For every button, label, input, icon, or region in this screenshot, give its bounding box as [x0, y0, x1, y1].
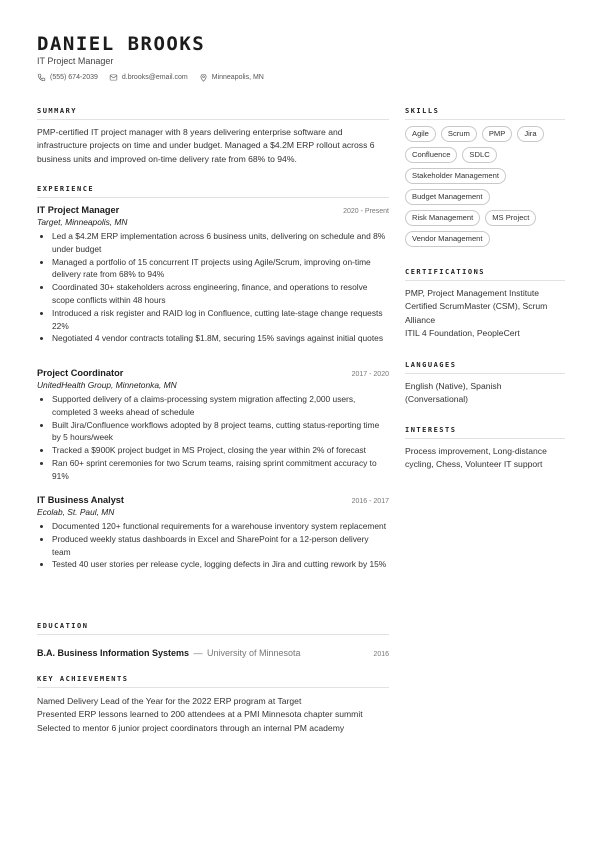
- education-heading: EDUCATION: [37, 622, 389, 635]
- skills-heading: SKILLS: [405, 107, 565, 120]
- languages-text: English (Native), Spanish (Conversational): [405, 381, 502, 405]
- skill-tag: PMP: [482, 126, 512, 142]
- languages-section: [405, 361, 565, 407]
- summary-heading: SUMMARY: [37, 107, 389, 120]
- experience-heading: EXPERIENCE: [37, 185, 389, 198]
- list-item: Selected to mentor 6 junior project coordinators through an internal PM academy: [37, 722, 345, 733]
- achievements-heading: KEY ACHIEVEMENTS: [37, 675, 389, 688]
- education-section: [37, 622, 389, 661]
- skill-tags: [405, 126, 565, 247]
- interests-section: [405, 426, 565, 472]
- location-pin-icon: [199, 73, 208, 82]
- achievements-list: [37, 695, 389, 735]
- skill-tag: Confluence: [405, 147, 457, 163]
- list-item: • Tested 40 user stories per release cycle, logging defects in Jira and cutting rework by 15%: [52, 558, 389, 571]
- list-item: • Negotiated 4 vendor contracts totaling $1.8M, securing 15% savings against initial quotes: [52, 332, 389, 345]
- edu-degree: B.A. Business Information Systems: [37, 648, 190, 658]
- list-item: • Introduced a risk register and RAID log in Confluence, cutting late-stage change requests 22%: [52, 307, 389, 333]
- list-item: Certified ScrumMaster (CSM), Scrum Alliance: [405, 301, 548, 325]
- list-item: • Coordinated 30+ stakeholders across engineering, finance, and operations to resolve scope conflicts within 48 hours: [52, 281, 389, 307]
- skill-tag: Stakeholder Management: [405, 168, 506, 184]
- education-entry: [37, 643, 389, 661]
- list-item: Presented ERP lessons learned to 200 attendees at a PMI Minnesota chapter summit: [37, 709, 363, 720]
- job-title: Project Coordinator: [37, 368, 124, 378]
- job-title: IT Project Manager: [37, 205, 120, 215]
- edu-year: 2016: [373, 651, 389, 658]
- experience-section: [37, 185, 389, 198]
- email-text: d.brooks@email.com: [121, 74, 188, 81]
- summary-section: [37, 107, 389, 166]
- skill-tag: Jira: [517, 126, 543, 142]
- job-entry: [37, 205, 389, 345]
- location-text: Minneapolis, MN: [211, 74, 264, 81]
- edu-school: University of Minnesota: [206, 648, 301, 658]
- contact-phone: [37, 73, 98, 82]
- list-item: • Produced weekly status dashboards in Excel and SharePoint for a 12-person delivery team: [52, 533, 389, 559]
- job-dates: 2020 - Present: [343, 208, 389, 215]
- job-company: Ecolab, St. Paul, MN: [37, 507, 115, 517]
- list-item: • Documented 120+ functional requirements for a warehouse inventory system replacement: [52, 520, 389, 533]
- list-item: ITIL 4 Foundation, PeopleCert: [405, 327, 520, 338]
- certifications-list: [405, 287, 565, 340]
- languages-heading: LANGUAGES: [405, 361, 565, 374]
- certifications-section: [405, 268, 565, 340]
- list-item: • Tracked a $900K project budget in MS Project, closing the year within 2% of forecast: [52, 444, 389, 457]
- summary-text: PMP-certified IT project manager with 8 years delivering enterprise software and infrastructure projects on time and under budget. Managed a $4.2M ERP rollout across 6 business units and improved on-time delivery rate from 68% to 94%.: [37, 127, 375, 164]
- contact-email: [109, 73, 188, 82]
- list-item: PMP, Project Management Institute: [405, 288, 540, 298]
- achievements-section: [37, 675, 389, 735]
- job-bullets: [37, 520, 389, 571]
- job-bullets: [37, 393, 389, 483]
- phone-icon: [37, 73, 46, 82]
- job-dates: 2017 - 2020: [351, 371, 389, 378]
- edu-separator: —: [193, 648, 203, 658]
- interests-heading: INTERESTS: [405, 426, 565, 439]
- certifications-heading: CERTIFICATIONS: [405, 268, 565, 281]
- candidate-title: IT Project Manager: [37, 56, 114, 66]
- list-item: Named Delivery Lead of the Year for the 2022 ERP program at Target: [37, 696, 302, 706]
- contact-info: [37, 73, 264, 82]
- skill-tag: Risk Management: [405, 210, 480, 226]
- job-dates: 2016 - 2017: [351, 498, 389, 505]
- skill-tag: MS Project: [485, 210, 536, 226]
- skill-tag: Agile: [405, 126, 436, 142]
- candidate-name: DANIEL BROOKS: [37, 33, 206, 55]
- list-item: • Ran 60+ sprint ceremonies for two Scrum teams, raising sprint commitment accuracy to 91%: [52, 457, 389, 483]
- interests-text: Process improvement, Long-distance cycling, Chess, Volunteer IT support: [405, 446, 547, 470]
- skill-tag: Budget Management: [405, 189, 490, 205]
- list-item: • Managed a portfolio of 15 concurrent IT projects using Agile/Scrum, improving on-time delivery rate from 68% to 94%: [52, 256, 389, 282]
- mail-icon: [109, 73, 118, 82]
- skill-tag: Scrum: [441, 126, 477, 142]
- job-bullets: [37, 230, 389, 345]
- job-entry: [37, 368, 389, 483]
- list-item: • Supported delivery of a claims-processing system migration affecting 2,000 users, completed 3 weeks ahead of schedule: [52, 393, 389, 419]
- skill-tag: Vendor Management: [405, 231, 490, 247]
- job-entry: [37, 495, 389, 571]
- skill-tag: SDLC: [462, 147, 496, 163]
- job-company: UnitedHealth Group, Minnetonka, MN: [37, 380, 177, 390]
- list-item: • Led a $4.2M ERP implementation across 6 business units, delivering on schedule and 8% under budget: [52, 230, 389, 256]
- phone-text: (555) 674-2039: [50, 74, 98, 81]
- job-title: IT Business Analyst: [37, 495, 124, 505]
- job-company: Target, Minneapolis, MN: [37, 217, 128, 227]
- skills-section: [405, 107, 565, 247]
- list-item: • Built Jira/Confluence workflows adopted by 8 project teams, cutting status-reporting time by 5 hours/week: [52, 419, 389, 445]
- contact-location: [199, 73, 264, 82]
